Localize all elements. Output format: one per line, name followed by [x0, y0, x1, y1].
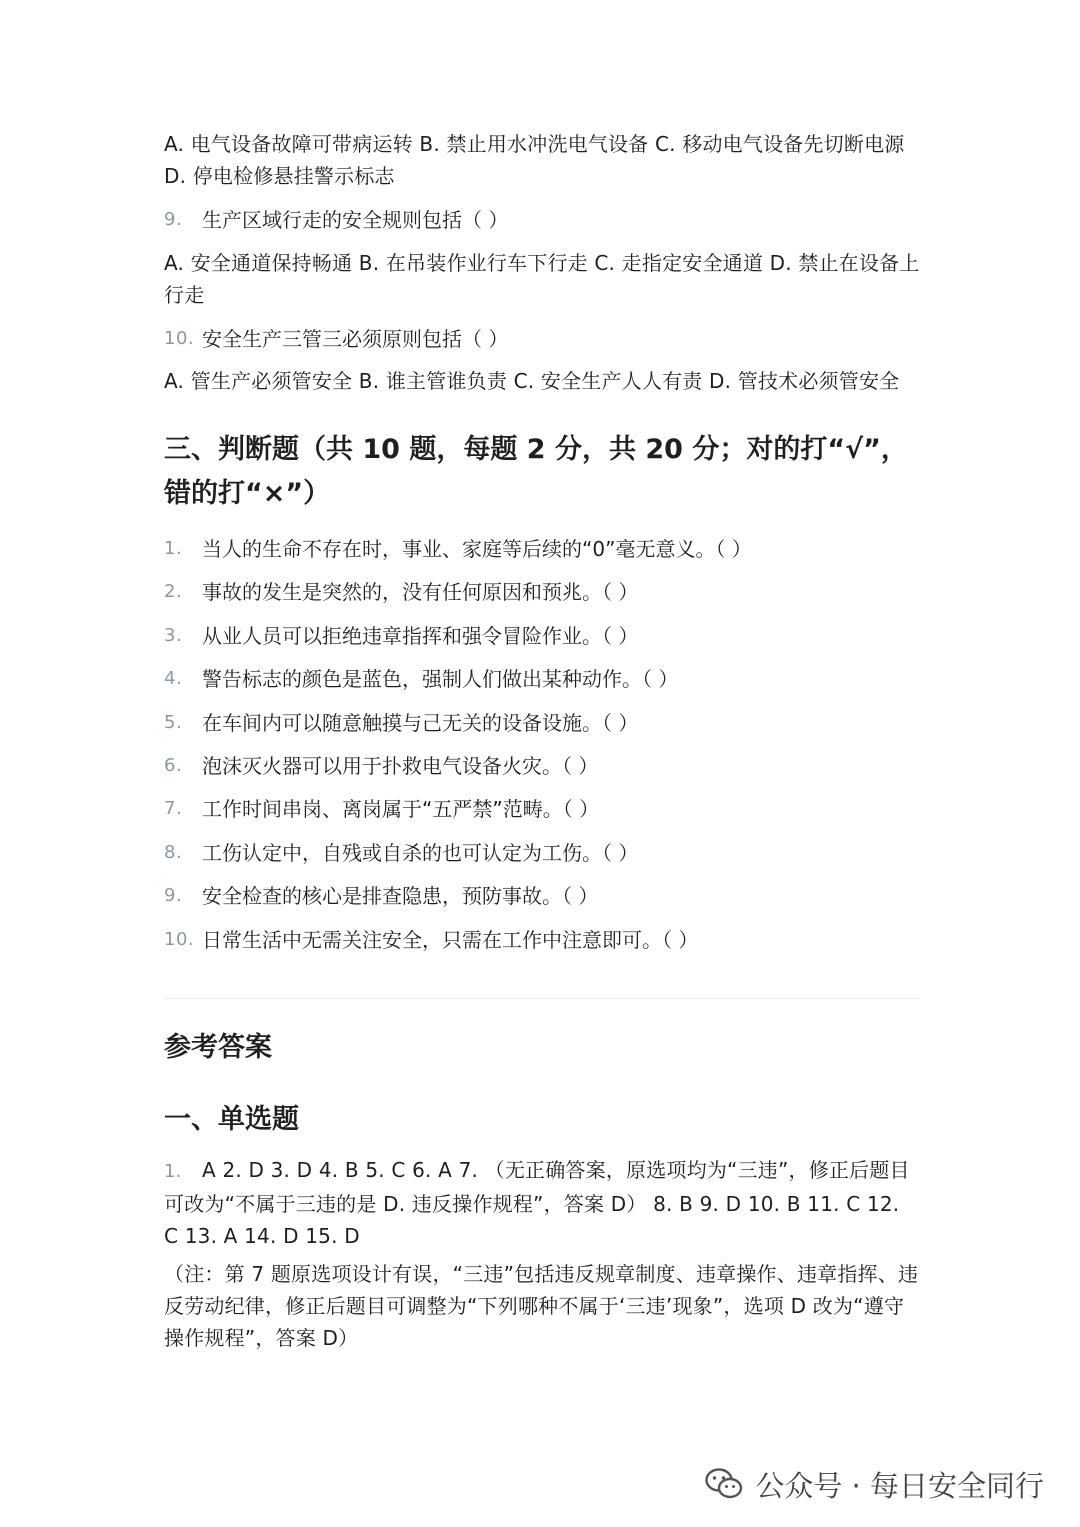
question-number: 9.: [164, 209, 183, 230]
question-number: 10.: [164, 328, 195, 349]
question-8-options: A. 电气设备故障可带病运转 B. 禁止用水冲洗电气设备 C. 移动电气设备先切断电源 D. 停电检修悬挂警示标志: [164, 132, 905, 188]
section-title-judgment: 三、判断题（共 10 题，每题 2 分，共 20 分；对的打“√”，错的打“×”）: [164, 434, 908, 509]
answer-text: A 2. D 3. D 4. B 5. C 6. A 7. （无正确答案，原选项均为“三违”，修正后题目可改为“不属于三违的是 D. 违反操作规程”，答案 D） 8. B 9. D 10. B 11. C 12. C 13. A 14. D 15. D: [164, 1158, 910, 1248]
watermark: [705, 1462, 1044, 1506]
judgment-text: 警告标志的颜色是蓝色，强制人们做出某种动作。（ ）: [202, 667, 679, 692]
answers-subtitle-single-choice: 一、单选题: [164, 1104, 299, 1135]
judgment-text: 事故的发生是突然的，没有任何原因和预兆。（ ）: [202, 580, 639, 605]
watermark-text: 公众号 · 每日安全同行: [755, 1468, 1044, 1503]
judgment-number: 5.: [164, 711, 183, 733]
answers-title: 参考答案: [164, 1032, 272, 1063]
answer-line: [164, 1154, 920, 1252]
question-text: 安全生产三管三必须原则包括（ ）: [202, 327, 509, 351]
question-text: 生产区域行走的安全规则包括（ ）: [202, 208, 509, 232]
judgment-text: 从业人员可以拒绝违章指挥和强令冒险作业。（ ）: [202, 623, 639, 648]
question-10-options: A. 管生产必须管安全 B. 谁主管谁负责 C. 安全生产人人有责 D. 管技术必须管安全: [164, 369, 900, 393]
answer-note: （注：第 7 题原选项设计有误，“三违”包括违反规章制度、违章操作、违章指挥、违反劳动纪律，修正后题目可调整为“下列哪种不属于‘三违’现象”，选项 D 改为“遵守操作规程”，答案 D）: [164, 1262, 919, 1350]
judgment-number: 6.: [164, 755, 183, 776]
judgment-text: 在车间内可以随意触摸与己无关的设备设施。（ ）: [202, 710, 639, 735]
judgment-text: 日常生活中无需关注安全，只需在工作中注意即可。（ ）: [202, 927, 699, 952]
judgment-text: 工伤认定中，自残或自杀的也可认定为工伤。（ ）: [202, 840, 639, 865]
judgment-number: 2.: [164, 581, 183, 603]
judgment-number: 7.: [164, 798, 183, 820]
judgment-number: 8.: [164, 841, 183, 863]
judgment-text: 安全检查的核心是排查隐患，预防事故。（ ）: [202, 884, 599, 909]
judgment-text: 泡沫灭火器可以用于扑救电气设备火灾。（ ）: [202, 754, 599, 778]
judgment-number: 10.: [164, 928, 195, 950]
judgment-number: 4.: [164, 668, 183, 690]
judgment-text: 当人的生命不存在时，事业、家庭等后续的“0”毫无意义。（ ）: [202, 537, 752, 561]
answer-number: 1.: [164, 1161, 182, 1182]
question-9-options: A. 安全通道保持畅通 B. 在吊装作业行车下行走 C. 走指定安全通道 D. 禁止在设备上行走: [164, 251, 920, 307]
judgment-text: 工作时间串岗、离岗属于“五严禁”范畴。（ ）: [202, 797, 600, 822]
divider: [164, 998, 920, 999]
judgment-number: 1.: [164, 538, 183, 559]
judgment-number: 9.: [164, 885, 183, 907]
wechat-icon: [705, 1467, 743, 1501]
judgment-number: 3.: [164, 624, 183, 646]
